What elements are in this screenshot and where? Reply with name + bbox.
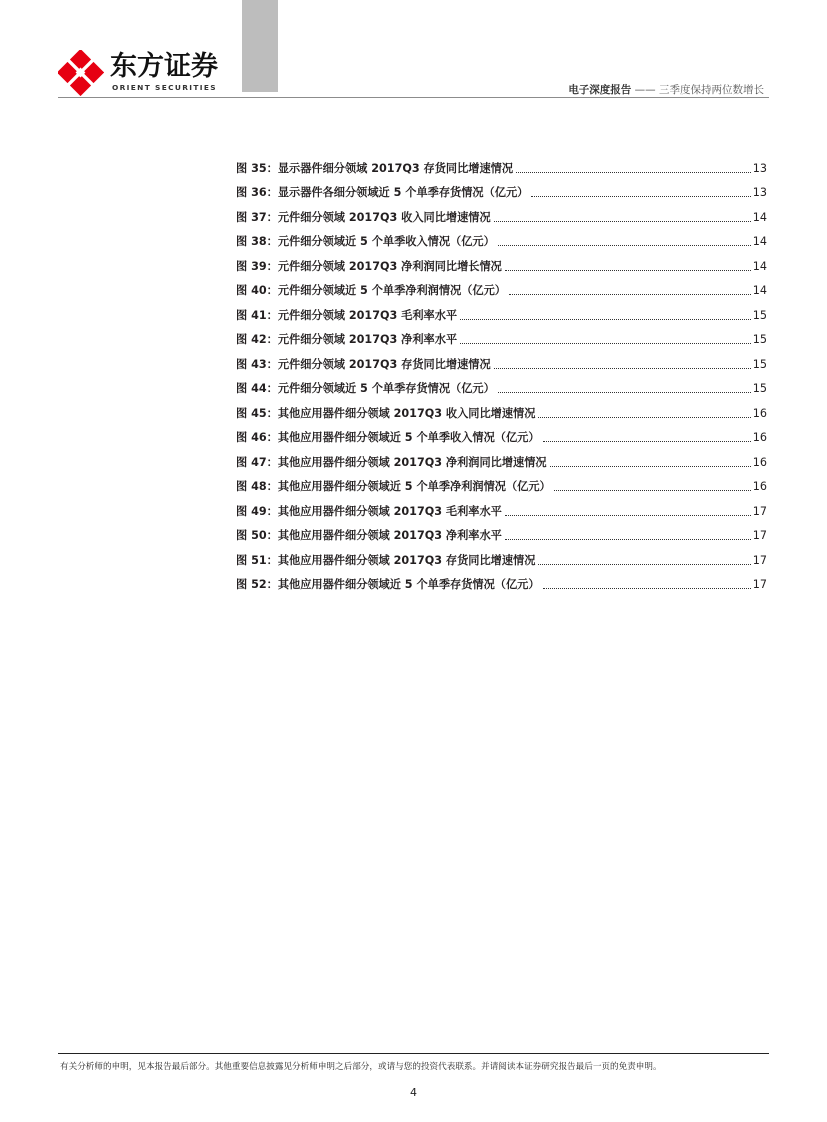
orient-logo-icon <box>58 50 104 96</box>
toc-entry-page: 15 <box>752 382 767 395</box>
toc-entry-page: 17 <box>752 578 767 591</box>
toc-entry[interactable] <box>236 176 767 201</box>
toc-entry-label: 图 38：元件细分领域近 5 个单季收入情况（亿元） <box>236 235 495 248</box>
toc-entry-page: 14 <box>752 235 767 248</box>
toc-entry-label: 图 49：其他应用器件细分领域 2017Q3 毛利率水平 <box>236 504 502 518</box>
toc-entry-page: 16 <box>752 455 767 469</box>
toc-dot-leader <box>554 490 751 491</box>
toc-dot-leader <box>460 343 751 344</box>
toc-entry[interactable] <box>236 347 767 372</box>
toc-entry-page: 17 <box>752 553 767 567</box>
toc-entry-page: 16 <box>752 480 767 493</box>
toc-entry-label: 图 52：其他应用器件细分领域近 5 个单季存货情况（亿元） <box>236 578 540 591</box>
page-number: 4 <box>410 1086 417 1099</box>
logo-english-name: ORIENT SECURITIES <box>112 83 217 92</box>
toc-entry[interactable] <box>236 396 767 421</box>
toc-entry-page: 16 <box>752 406 767 420</box>
toc-entry[interactable] <box>236 151 767 176</box>
company-logo <box>58 50 238 95</box>
logo-chinese-name: 东方证券 <box>110 51 218 82</box>
toc-dot-leader <box>505 270 751 271</box>
toc-entry[interactable] <box>236 445 767 470</box>
toc-entry-page: 17 <box>752 529 767 542</box>
toc-entry-page: 17 <box>752 504 767 518</box>
toc-entry[interactable] <box>236 274 767 299</box>
footer-disclaimer: 有关分析师的申明，见本报告最后部分。其他重要信息披露见分析师申明之后部分，或请与您的投资代表联系。并请阅读本证券研究报告最后一页的免责申明。 <box>60 1062 662 1072</box>
toc-dot-leader <box>509 294 751 295</box>
toc-dot-leader <box>498 245 751 246</box>
toc-entry[interactable] <box>236 323 767 348</box>
toc-entry-page: 14 <box>752 284 767 297</box>
toc-entry-page: 16 <box>752 431 767 444</box>
toc-entry-label: 图 40：元件细分领域近 5 个单季净利润情况（亿元） <box>236 284 506 297</box>
toc-entry-page: 13 <box>752 161 767 175</box>
toc-dot-leader <box>494 368 751 369</box>
toc-entry-page: 14 <box>752 210 767 224</box>
header-separator: —— <box>634 84 656 96</box>
toc-entry[interactable] <box>236 200 767 225</box>
footer-divider <box>58 1053 769 1054</box>
toc-entry-label: 图 45：其他应用器件细分领域 2017Q3 收入同比增速情况 <box>236 406 536 420</box>
toc-entry-label: 图 46：其他应用器件细分领域近 5 个单季收入情况（亿元） <box>236 431 540 444</box>
toc-entry[interactable] <box>236 225 767 250</box>
toc-entry-label: 图 44：元件细分领域近 5 个单季存货情况（亿元） <box>236 382 495 395</box>
toc-entry-label: 图 43：元件细分领域 2017Q3 存货同比增速情况 <box>236 357 491 371</box>
toc-dot-leader <box>498 392 751 393</box>
toc-entry[interactable] <box>236 298 767 323</box>
toc-dot-leader <box>543 441 751 442</box>
toc-dot-leader <box>550 466 751 467</box>
header-divider <box>58 97 769 98</box>
toc-dot-leader <box>516 172 751 173</box>
toc-dot-leader <box>543 588 751 589</box>
toc-entry[interactable] <box>236 494 767 519</box>
toc-entry-page: 14 <box>752 259 767 273</box>
toc-dot-leader <box>538 564 750 565</box>
toc-entry[interactable] <box>236 470 767 495</box>
report-title: 三季度保持两位数增长 <box>659 84 764 96</box>
toc-entry-label: 图 48：其他应用器件细分领域近 5 个单季净利润情况（亿元） <box>236 480 551 493</box>
toc-entry-label: 图 41：元件细分领域 2017Q3 毛利率水平 <box>236 308 458 322</box>
report-type: 电子深度报告 <box>568 84 632 96</box>
toc-entry-label: 图 47：其他应用器件细分领域 2017Q3 净利润同比增速情况 <box>236 455 547 469</box>
toc-dot-leader <box>505 539 751 540</box>
toc-entry-label: 图 51：其他应用器件细分领域 2017Q3 存货同比增速情况 <box>236 553 536 567</box>
toc-entry[interactable] <box>236 519 767 544</box>
toc-dot-leader <box>531 196 750 197</box>
toc-entry-label: 图 35：显示器件细分领域 2017Q3 存货同比增速情况 <box>236 161 514 175</box>
toc-entry-page: 15 <box>752 333 767 346</box>
toc-entry-label: 图 42：元件细分领域 2017Q3 净利率水平 <box>236 333 458 346</box>
toc-entry-label: 图 50：其他应用器件细分领域 2017Q3 净利率水平 <box>236 529 502 542</box>
toc-entry[interactable] <box>236 568 767 593</box>
toc-entry-label: 图 37：元件细分领域 2017Q3 收入同比增速情况 <box>236 210 491 224</box>
toc-dot-leader <box>460 319 751 320</box>
toc-entry-label: 图 36：显示器件各细分领域近 5 个单季存货情况（亿元） <box>236 186 529 199</box>
toc-dot-leader <box>538 417 750 418</box>
toc-dot-leader <box>494 221 751 222</box>
toc-entry-page: 15 <box>752 308 767 322</box>
toc-entry[interactable] <box>236 543 767 568</box>
figure-table-of-contents <box>236 151 767 592</box>
header-decor-bar <box>242 0 278 92</box>
toc-dot-leader <box>505 515 751 516</box>
toc-entry[interactable] <box>236 249 767 274</box>
toc-entry[interactable] <box>236 421 767 446</box>
toc-entry-page: 15 <box>752 357 767 371</box>
report-header <box>568 82 764 97</box>
toc-entry-page: 13 <box>752 186 767 199</box>
toc-entry[interactable] <box>236 372 767 397</box>
toc-entry-label: 图 39：元件细分领域 2017Q3 净利润同比增长情况 <box>236 259 502 273</box>
